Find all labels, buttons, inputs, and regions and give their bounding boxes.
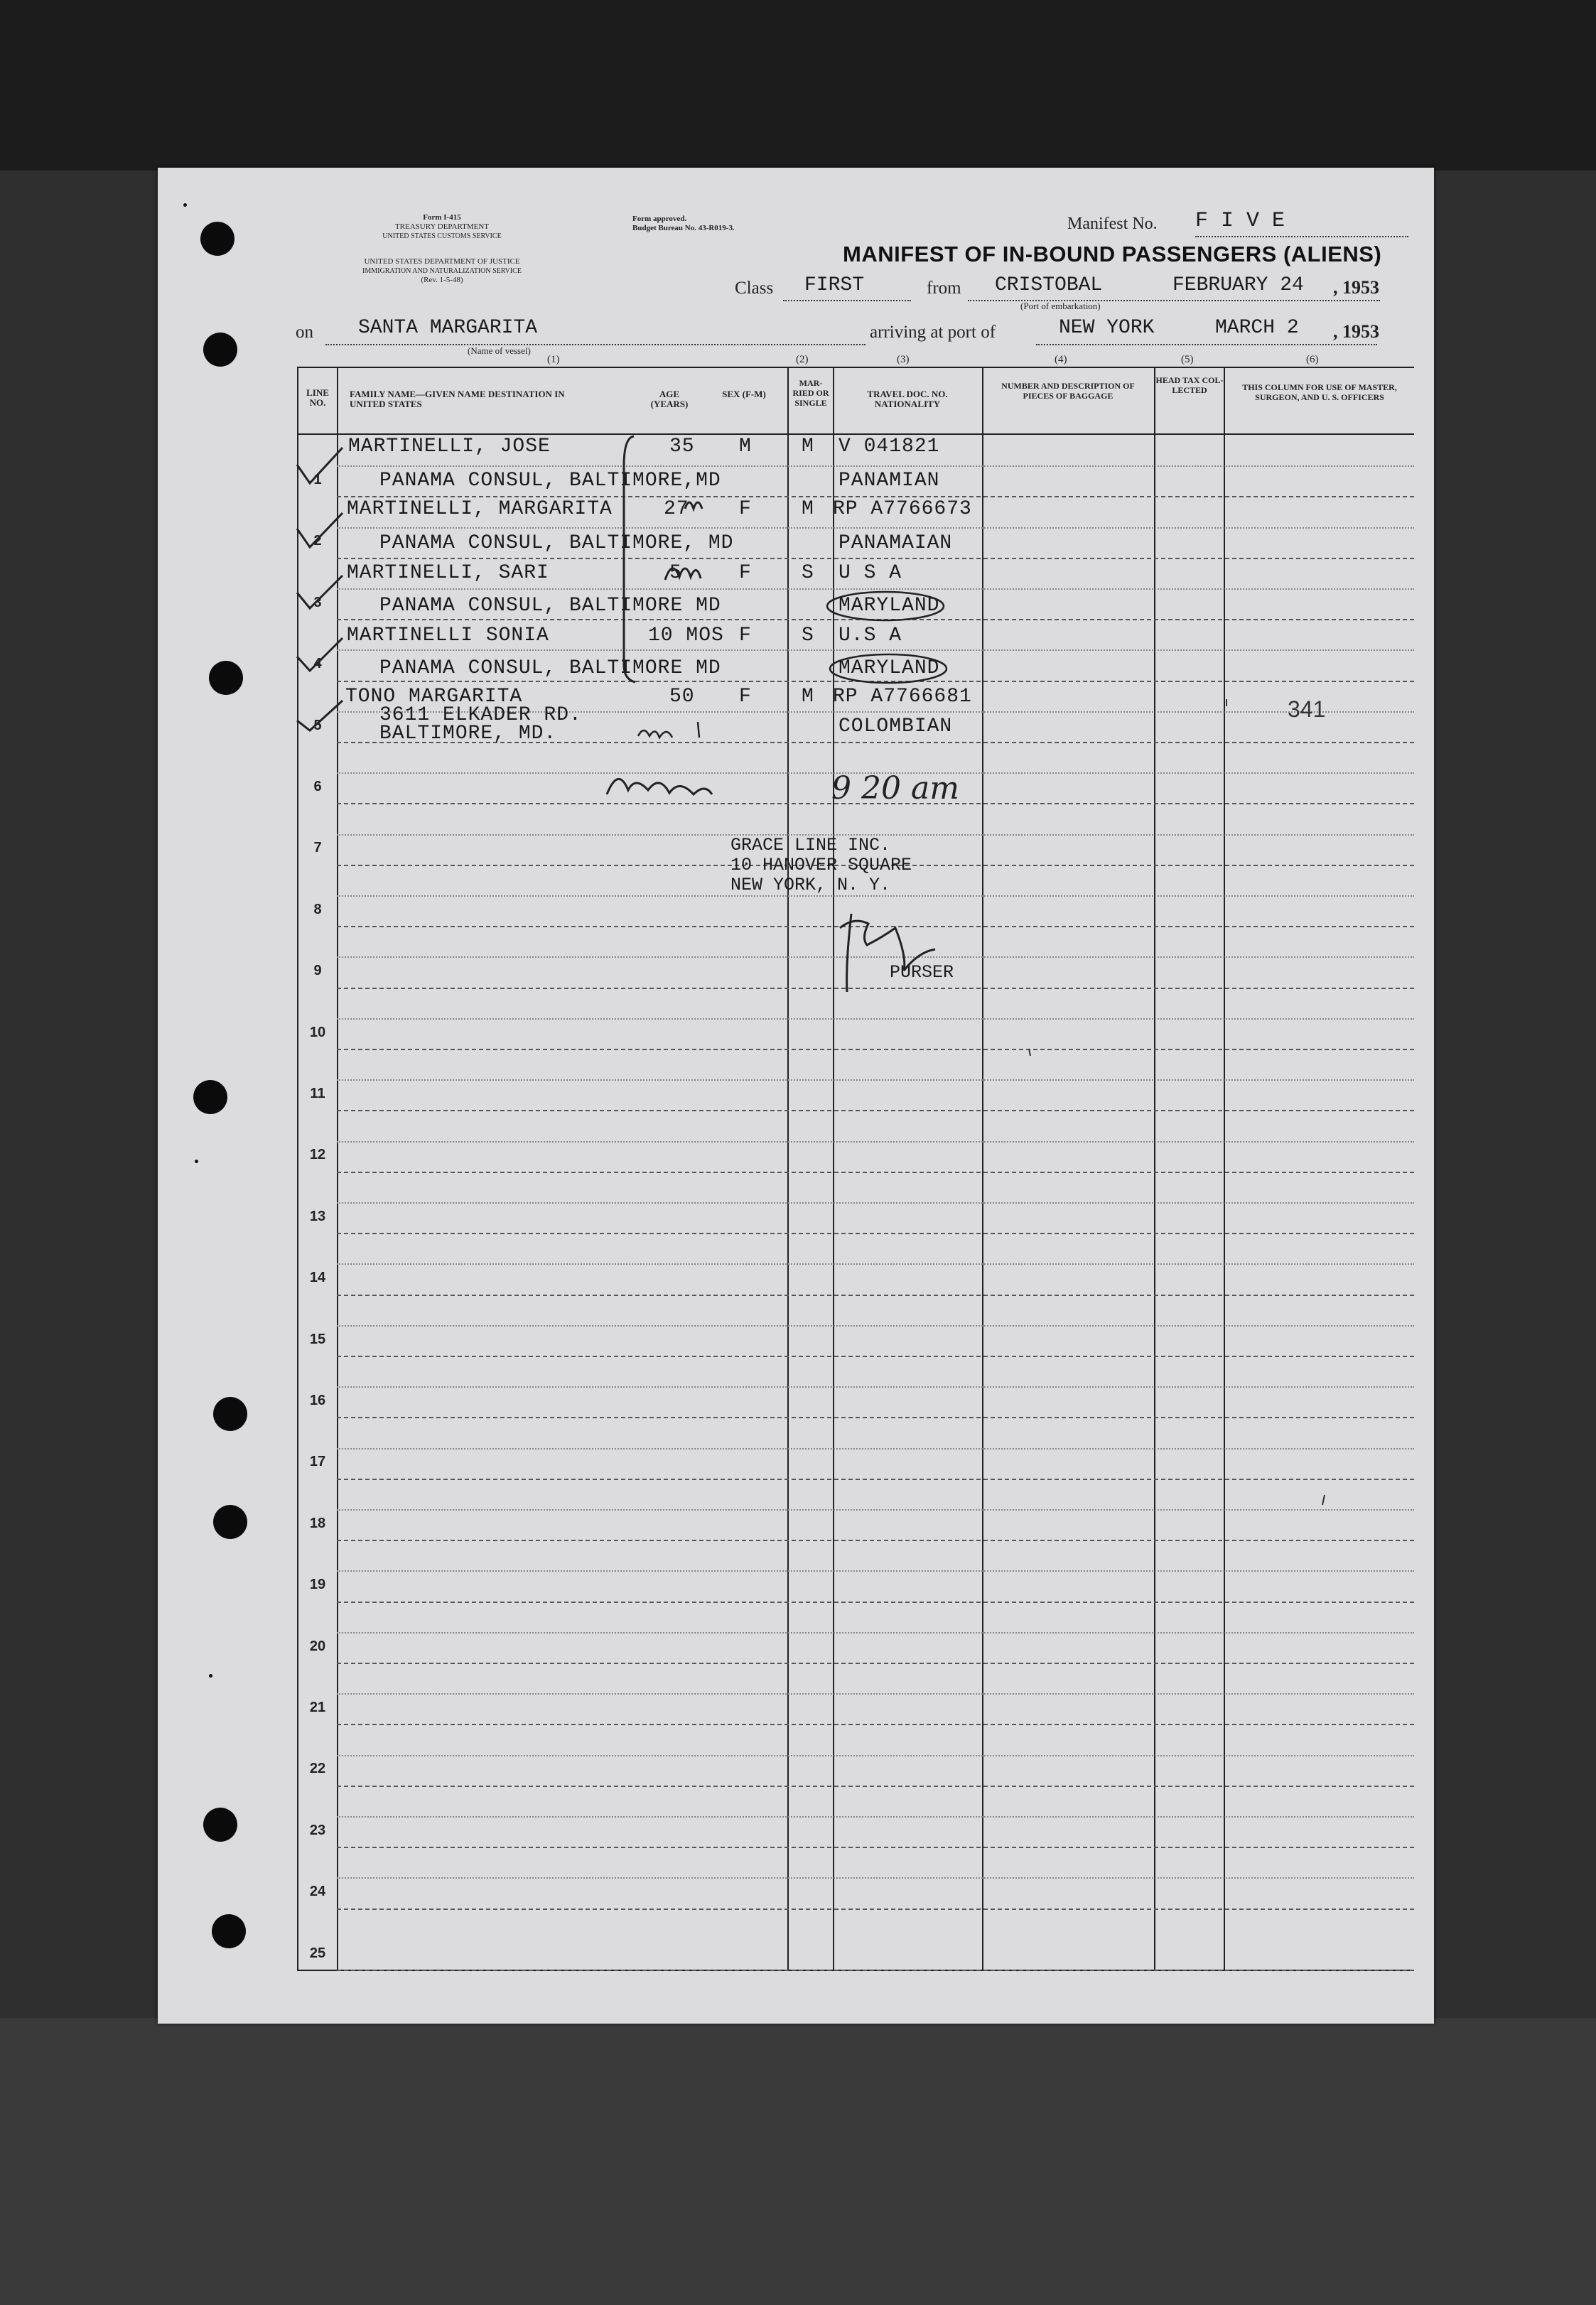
passenger-nationality: PANAMAIAN xyxy=(839,532,953,554)
arrival-port: NEW YORK xyxy=(1059,317,1155,339)
manifest-no-value: F I V E xyxy=(1195,209,1285,233)
arrival-date: MARCH 2 xyxy=(1215,317,1299,339)
vessel-caption: (Name of vessel) xyxy=(468,345,531,356)
line-number: 11 xyxy=(310,1086,325,1101)
passenger-age: 50 xyxy=(669,686,695,708)
dept-label: TREASURY DEPARTMENT xyxy=(394,222,490,231)
budget-bureau: Budget Bureau No. 43-R019-3. xyxy=(632,224,735,232)
passenger-doc: RP A7766673 xyxy=(833,498,972,520)
passenger-doc: U S A xyxy=(839,562,902,584)
passenger-married: M xyxy=(802,498,814,520)
passenger-age: 5 xyxy=(669,562,682,584)
passenger-nationality: MARYLAND xyxy=(839,595,940,617)
passenger-destination: PANAMA CONSUL, BALTIMORE, MD xyxy=(379,532,734,554)
col-header-sex: SEX (F-M) xyxy=(722,389,766,399)
passenger-name: TONO MARGARITA xyxy=(345,686,523,708)
line-number: 21 xyxy=(309,1700,326,1715)
passenger-doc: U.S A xyxy=(839,625,902,647)
col-number: (1) xyxy=(547,354,560,365)
passenger-sex: F xyxy=(739,686,752,708)
ins-label: IMMIGRATION AND NATURALIZATION SERVICE xyxy=(362,267,522,275)
passenger-married: M xyxy=(802,436,814,458)
purser-title: PURSER xyxy=(890,962,954,983)
passenger-age: 27 xyxy=(664,498,689,520)
passenger-sex: F xyxy=(739,562,752,584)
scan-background-top xyxy=(0,0,1596,171)
line-number: 4 xyxy=(313,656,322,671)
vessel-name: SANTA MARGARITA xyxy=(358,317,538,339)
manifest-page xyxy=(158,168,1434,2024)
col-header-officers: THIS COLUMN FOR USE OF MASTER, SURGEON, AND U. S. OFFICERS xyxy=(1242,382,1397,402)
line-number: 23 xyxy=(309,1823,326,1838)
passenger-name: MARTINELLI, SARI xyxy=(347,562,549,584)
doj-label: UNITED STATES DEPARTMENT OF JUSTICE xyxy=(364,257,520,266)
manifest-no-label: Manifest No. xyxy=(1067,215,1158,233)
from-value: CRISTOBAL xyxy=(995,274,1103,296)
col-number: (2) xyxy=(796,354,809,365)
col-header-married: MAR-RIED OR SINGLE xyxy=(792,378,829,408)
col-header-line-no: LINE NO. xyxy=(306,387,329,408)
scan-background-bottom xyxy=(0,2018,1596,2305)
passenger-destination: PANAMA CONSUL, BALTIMORE,MD xyxy=(379,470,721,492)
line-number: 16 xyxy=(309,1393,326,1408)
passenger-married: M xyxy=(802,686,814,708)
col-header-travel-doc: TRAVEL DOC. NO. NATIONALITY xyxy=(867,389,948,409)
passenger-destination: PANAMA CONSUL, BALTIMORE MD xyxy=(379,595,721,617)
form-id: Form I-415 xyxy=(423,213,461,222)
service-label: UNITED STATES CUSTOMS SERVICE xyxy=(382,232,502,240)
line-number: 19 xyxy=(309,1577,326,1592)
passenger-sex: F xyxy=(739,498,752,520)
line-number: 8 xyxy=(313,902,322,917)
line-number: 9 xyxy=(313,963,322,978)
year-arrival: , 1953 xyxy=(1333,321,1379,342)
line-number: 22 xyxy=(309,1761,326,1776)
line-number: 17 xyxy=(309,1454,326,1469)
line-number: 13 xyxy=(309,1209,326,1224)
passenger-age: 10 MOS xyxy=(648,625,724,647)
line-number: 3 xyxy=(313,595,322,610)
col-number: (3) xyxy=(897,354,910,365)
on-label: on xyxy=(296,323,313,342)
passenger-married: S xyxy=(802,625,814,647)
passenger-nationality: COLOMBIAN xyxy=(839,716,953,738)
col-header-baggage: NUMBER AND DESCRIPTION OF PIECES OF BAGGAGE xyxy=(1001,381,1135,401)
col-number: (4) xyxy=(1055,354,1067,365)
passenger-destination: 3611 ELKADER RD. xyxy=(379,704,582,726)
passenger-sex: M xyxy=(739,436,752,458)
line-number: 7 xyxy=(313,840,322,855)
from-label: from xyxy=(927,279,961,298)
passenger-name: MARTINELLI, MARGARITA xyxy=(347,498,613,520)
company-name: GRACE LINE INC. xyxy=(730,835,891,855)
passenger-doc: V 041821 xyxy=(839,436,940,458)
arriving-label: arriving at port of xyxy=(870,323,996,342)
from-date: FEBRUARY 24 xyxy=(1172,274,1304,296)
passenger-married: S xyxy=(802,562,814,584)
line-number: 24 xyxy=(309,1884,326,1899)
class-value: FIRST xyxy=(804,274,865,296)
line-number: 14 xyxy=(309,1270,326,1285)
line-number: 20 xyxy=(309,1639,326,1654)
passenger-doc: RP A7766681 xyxy=(833,686,972,708)
passenger-age: 35 xyxy=(669,436,695,458)
passenger-destination: PANAMA CONSUL, BALTIMORE MD xyxy=(379,657,721,679)
col-header-head-tax: HEAD TAX COL-LECTED xyxy=(1155,375,1224,395)
col-header-age: AGE (YEARS) xyxy=(650,389,689,409)
col-number: (6) xyxy=(1306,354,1319,365)
form-approved: Form approved. xyxy=(632,215,687,223)
col-number: (5) xyxy=(1181,354,1194,365)
class-label: Class xyxy=(735,279,774,298)
company-city: NEW YORK, N. Y. xyxy=(730,875,891,895)
rev-label: (Rev. 1-5-48) xyxy=(421,276,463,284)
passenger-name: MARTINELLI, JOSE xyxy=(348,436,551,458)
year-embark: , 1953 xyxy=(1333,277,1379,298)
passenger-nationality: PANAMIAN xyxy=(839,470,940,492)
line-number: 6 xyxy=(313,779,322,794)
embark-caption: (Port of embarkation) xyxy=(1020,301,1101,311)
line-number: 15 xyxy=(309,1332,326,1347)
passenger-name: MARTINELLI SONIA xyxy=(347,625,549,647)
officer-note: 341 xyxy=(1288,696,1326,722)
line-number: 2 xyxy=(313,533,322,549)
passenger-nationality: MARYLAND xyxy=(839,657,940,679)
company-address: 10 HANOVER SQUARE xyxy=(730,855,912,875)
line-number: 5 xyxy=(313,718,322,733)
line-number: 1 xyxy=(313,472,322,487)
handwritten-marks xyxy=(158,168,1434,2024)
line-number: 12 xyxy=(309,1147,326,1162)
col-header-name: FAMILY NAME—GIVEN NAME DESTINATION IN UNITED STATES xyxy=(350,389,565,409)
handwritten-time: 9 20 am xyxy=(831,770,959,806)
manifest-title: MANIFEST OF IN-BOUND PASSENGERS (ALIENS) xyxy=(843,242,1382,266)
line-number: 10 xyxy=(309,1025,326,1040)
line-number: 18 xyxy=(309,1516,326,1531)
passenger-sex: F xyxy=(739,625,752,647)
line-number: 25 xyxy=(309,1945,326,1961)
passenger-destination-line2: BALTIMORE, MD. xyxy=(379,723,557,745)
